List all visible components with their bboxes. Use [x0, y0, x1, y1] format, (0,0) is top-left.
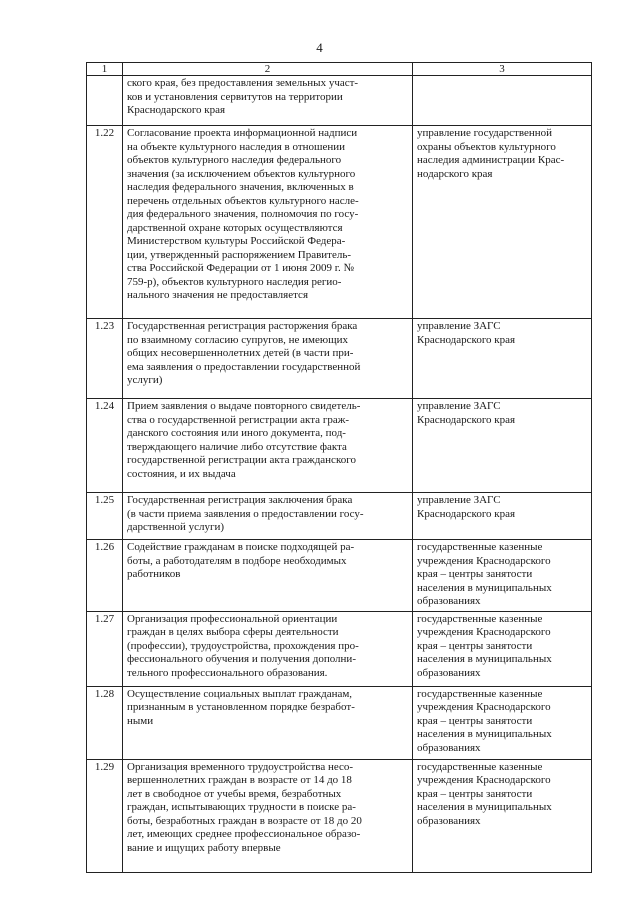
- row-number: 1.26: [87, 540, 123, 612]
- row-number: 1.25: [87, 493, 123, 540]
- row-number: 1.24: [87, 399, 123, 493]
- table-row: [87, 126, 592, 319]
- responsible-authority: управление ЗАГС Краснодарского края: [413, 319, 592, 399]
- responsible-authority: государственные казенные учреждения Краснодарского края – центры занятости населения в муниципальных образованиях: [413, 540, 592, 612]
- responsible-authority: государственные казенные учреждения Краснодарского края – центры занятости населения в муниципальных образованиях: [413, 686, 592, 759]
- service-name: Организация временного трудоустройства несо- вершеннолетних граждан в возрасте от 14 до 18 лет в свободное от учебы время, безработных граждан, испытывающих трудности в поиске ра- боты, безработных граждан в возрасте от 18 до 20 лет, имеющих среднее профессиональное образо- вание и ищущих работу впервые: [123, 759, 413, 872]
- service-name: Государственная регистрация расторжения брака по взаимному согласию супругов, не имеющих общих несовершеннолетних детей (в части при- ема заявления о предоставлении государственной услуги): [123, 319, 413, 399]
- row-number: 1.22: [87, 126, 123, 319]
- table-row: [87, 493, 592, 540]
- service-name: Прием заявления о выдаче повторного свидетель- ства о государственной регистрации акта граж- данского состояния или иного документа, под- тверждающего наличие либо отсутствие факта государственной регистрации акта гражданского состояния, и их выдача: [123, 399, 413, 493]
- service-name: Согласование проекта информационной надписи на объекте культурного наследия в отношении объектов культурного наследия федерального значения (за исключением объектов культурного наследия федерального значения, включенных в перечень отдельных объектов культурного насле- дия федерального значения, полномочия по госу- дарственной охране которых осуществляются Министерством культуры Российской Федера- ции, утвержденный распоряжением Правитель- ства Российской Федерации от 1 июня 2009 г. № 759-р), объектов культурного наследия регио- нального значения не предоставляется: [123, 126, 413, 319]
- table-row: [87, 399, 592, 493]
- responsible-authority: государственные казенные учреждения Краснодарского края – центры занятости населения в муниципальных образованиях: [413, 759, 592, 872]
- column-header-authority: 3: [413, 63, 592, 76]
- services-table: [86, 62, 592, 873]
- responsible-authority: [413, 76, 592, 126]
- service-name: ского края, без предоставления земельных участ- ков и установления сервитутов на территории Краснодарского края: [123, 76, 413, 126]
- responsible-authority: управление государственной охраны объектов культурного наследия администрации Крас- нодарского края: [413, 126, 592, 319]
- service-name: Осуществление социальных выплат гражданам, признанным в установленном порядке безработ- ными: [123, 686, 413, 759]
- table-row: [87, 611, 592, 686]
- column-header-number: 1: [87, 63, 123, 76]
- service-name: Государственная регистрация заключения брака (в части приема заявления о предоставлении госу- дарственной услуги): [123, 493, 413, 540]
- column-header-service: 2: [123, 63, 413, 76]
- table-row: [87, 319, 592, 399]
- responsible-authority: управление ЗАГС Краснодарского края: [413, 493, 592, 540]
- service-name: Организация профессиональной ориентации граждан в целях выбора сферы деятельности (профессии), трудоустройства, прохождения про- фессионального обучения и получения дополни- тельного профессионального образования.: [123, 611, 413, 686]
- table-header-row: [87, 63, 592, 76]
- table-row: [87, 686, 592, 759]
- row-number: [87, 76, 123, 126]
- table-row: [87, 540, 592, 612]
- row-number: 1.28: [87, 686, 123, 759]
- service-name: Содействие гражданам в поиске подходящей ра- боты, а работодателям в подборе необходимых работников: [123, 540, 413, 612]
- row-number: 1.27: [87, 611, 123, 686]
- responsible-authority: государственные казенные учреждения Краснодарского края – центры занятости населения в муниципальных образованиях: [413, 611, 592, 686]
- responsible-authority: управление ЗАГС Краснодарского края: [413, 399, 592, 493]
- table-row: [87, 759, 592, 872]
- row-number: 1.23: [87, 319, 123, 399]
- page-number: 4: [316, 40, 323, 55]
- table-row: [87, 76, 592, 126]
- row-number: 1.29: [87, 759, 123, 872]
